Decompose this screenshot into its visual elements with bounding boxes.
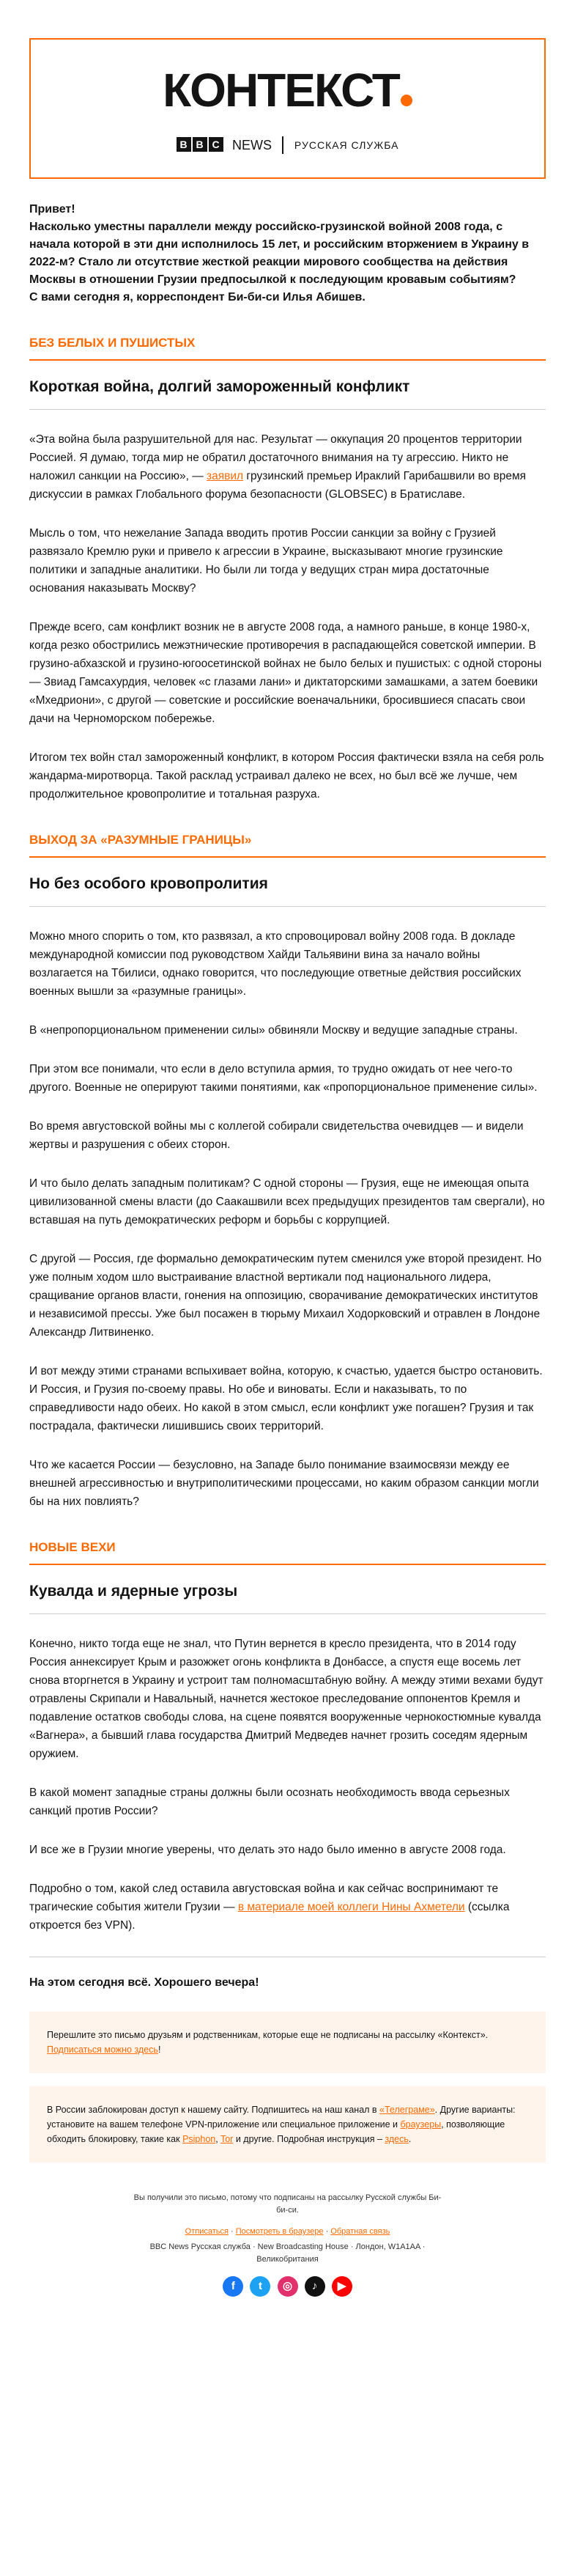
section-subtitle-3: Кувалда и ядерные угрозы (29, 1583, 238, 1600)
youtube-icon[interactable]: ▶ (332, 2276, 352, 2297)
newsletter-header (29, 38, 546, 179)
intro (29, 201, 546, 306)
facebook-icon[interactable]: f (223, 2276, 243, 2297)
footer-address: BBC News Русская служба · New Broadcasting House · Лондон, W1A1AA · Великобритания (149, 2242, 426, 2264)
paragraph: Прежде всего, сам конфликт возник не в августе 2008 года, а намного раньше, в конце 1980-х, когда резко обострились межэтнические противоречия в распадающейся советской империи. В грузино-абхазской и грузино-югоосетинской войнах не было белых и пушистых: с одной стороны — Звиад Гамсахурдия, человек «с глазами лани» и диктаторскими замашками, а затем боевики «Мхедриони», с другой — советские и российские военачальники, бросившиеся спасать свои дачи на Черноморском побережье. (29, 621, 542, 725)
service-label: РУССКАЯ СЛУЖБА (294, 139, 399, 151)
footer-links: Отписаться · Посмотреть в браузере · Обратная связь (185, 2227, 390, 2236)
twitter-icon[interactable]: t (250, 2276, 270, 2297)
paragraph: При этом все понимали, что если в дело вступила армия, то трудно ожидать от нее чего-то другого. Военные не оперируют такими понятиями, как «пропорциональное применение силы». (29, 1063, 538, 1094)
section-title-1: БЕЗ БЕЛЫХ И ПУШИСТЫХ (29, 336, 196, 350)
view-in-browser-link[interactable]: Посмотреть в браузере (235, 2227, 324, 2236)
logo-text: КОНТЕКСТ (163, 64, 399, 117)
tiktok-icon[interactable]: ♪ (305, 2276, 325, 2297)
paragraph: Во время августовской войны мы с коллегой собирали свидетельства очевидцев — и видели жертвы и разрушения с обеих сторон. (29, 1120, 524, 1151)
subscribe-link[interactable]: Подписаться можно здесь (47, 2045, 158, 2055)
paragraph: С другой — Россия, где формально демократическим путем сменился уже второй президент. Но уже полным ходом шло выстраивание властной вертикали под национального лидера, сращивание органов власти, гонения на оппозицию, сворачивание демократических институтов и независимой прессы. Уже был посажен в тюрьму Михаил Ходорковский и отравлен в Лондоне Александр Литвиненко. (29, 1253, 542, 1339)
paragraph: И что было делать западным политикам? С одной стороны — Грузия, еще не имеющая опыта цивилизованной смены власти (до Саакашвили всех предыдущих президентов там свергали), но вставшая на путь демократических реформ и борьбы с коррупцией. (29, 1177, 545, 1226)
unsubscribe-link[interactable]: Отписаться (185, 2227, 229, 2236)
bbc-letter-b1: B (177, 137, 191, 152)
closing-line: На этом сегодня всё. Хорошего вечера! (29, 1976, 259, 1989)
tor-link[interactable]: Tor (220, 2134, 234, 2144)
lead-paragraph: Насколько уместны параллели между российско-грузинской войной 2008 года, с начала которой в эти дни исполнилось 15 лет, и российским вторжением в Украину в 2022-м? Стало ли отсутствие жесткой реакции мирового сообщества на действия Москвы в отношении Грузии предпосылкой к последующим кровавым событиям? (29, 221, 530, 286)
section-title-2: ВЫХОД ЗА «РАЗУМНЫЕ ГРАНИЦЫ» (29, 833, 252, 847)
paragraph: В какой момент западные страны должны были осознать необходимость ввода серьезных санкций против России? (29, 1786, 510, 1817)
greeting: Привет! (29, 203, 75, 216)
section-divider (29, 359, 546, 361)
zayavil-link[interactable]: заявил (207, 470, 244, 482)
section-title-3: НОВЫЕ ВЕХИ (29, 1540, 116, 1554)
kontekst-logo (31, 63, 544, 117)
instagram-icon[interactable]: ◎ (278, 2276, 298, 2297)
footer-reason: Вы получили это письмо, потому что подписаны на рассылку Русской службы Би-би-си. (133, 2193, 442, 2215)
paragraph: Мысль о том, что нежелание Запада вводить против России санкции за войну с Грузией развязало Кремлю руки и привело к агрессии в Украине, высказывают многие грузинские политики и западные аналитики. Но были ли тогда у ведущих стран мира достаточные основания наказывать Москву? (29, 527, 503, 595)
byline: С вами сегодня я, корреспондент Би-би-си Илья Абишев. (29, 291, 366, 303)
psiphon-link[interactable]: Psiphon (182, 2134, 216, 2144)
paragraph: И все же в Грузии многие уверены, что делать это надо было именно в августе 2008 года. (29, 1844, 506, 1856)
subtitle-divider (29, 409, 546, 410)
subtitle-divider (29, 906, 546, 907)
section-divider (29, 1564, 546, 1565)
bbc-letter-c: C (209, 137, 223, 152)
telegram-link[interactable]: «Телеграме» (379, 2105, 435, 2115)
blocking-info-box: В России заблокирован доступ к нашему сайту. Подпишитесь на наш канал в «Телеграме». Другие варианты: установите на вашем телефоне VPN-приложение или специальное приложение и браузеры, позволяющие обходить блокировку, такие как Psiphon, Tor и другие. Подробная инструкция – здесь. (29, 2086, 546, 2163)
news-label: NEWS (232, 137, 272, 152)
paragraph: Можно много спорить о том, кто развязал, а кто спровоцировал войну 2008 года. В докладе международной комиссии под руководством Хайди Тальявини вина за начало войны возлагается на Тбилиси, однако говорится, что последующие ответные действия российских военных вышли за «разумные границы». (29, 930, 522, 998)
section-subtitle-1: Короткая война, долгий замороженный конфликт (29, 378, 410, 395)
paragraph: Подробно о том, какой след оставила августовская война и как сейчас воспринимают те трагические события жители Грузии — в материале моей коллеги Нины Ахметели (ссылка откроется без VPN). (29, 1883, 510, 1932)
paragraph: Конечно, никто тогда еще не знал, что Путин вернется в кресло президента, что в 2014 году Россия аннексирует Крым и разожжет огонь конфликта в Донбассе, а спустя еще восемь лет снова вторгнется в Украину и устроит там полномасштабную войну. А между этими вехами будут отравлены Скрипали и Навальный, начнется жестокое преследование оппонентов Кремля и подавление остатков свободы слова, на сцене появятся вооруженные чернокостюмные кувалда «Вагнера», а бывший глава государства Дмитрий Медведев начнет грозить соседям ядерным оружием. (29, 1638, 544, 1760)
logo-divider (282, 136, 283, 154)
browsers-link[interactable]: браузеры (400, 2119, 442, 2130)
bbc-letter-b2: B (193, 137, 207, 152)
social-links (29, 2276, 546, 2297)
bbc-news-russian-logo (31, 136, 544, 154)
paragraph: И вот между этими странами вспыхивает война, которую, к счастью, удается быстро остановить. И Россия, и Грузия по-своему правы. Но обе и виноваты. Если и наказывать, то по справедливости надо обеих. Но какой в этом смысл, если конфликт уже погашен? Грузия и так пострадала, фактически лишившись своих территорий. (29, 1365, 543, 1432)
instructions-link[interactable]: здесь (385, 2134, 409, 2144)
paragraph: В «непропорциональном применении силы» обвиняли Москву и ведущие западные страны. (29, 1024, 518, 1037)
paragraph: «Эта война была разрушительной для нас. Результат — оккупация 20 процентов территории Россией. Я думаю, тогда мир не обратил достаточного внимания на ту агрессию. Никто не наложил санкции на Россию», — заявил грузинский премьер Ираклий Гарибашвили во время дискуссии в рамках Глобального форума безопасности (GLOBSEC) в Братиславе. (29, 433, 527, 501)
paragraph: Итогом тех войн стал замороженный конфликт, в котором Россия фактически взяла на себя роль жандарма-миротворца. Такой расклад устраивал далеко не всех, но был всё же лучше, чем продолжительное кровопролитие и тотальная разруха. (29, 751, 544, 801)
article-link[interactable]: в материале моей коллеги Нины Ахметели (237, 1901, 465, 1913)
footer (29, 2192, 546, 2297)
logo-dot (401, 95, 412, 106)
paragraph: Что же касается России — безусловно, на Западе было понимание взаимосвязи между ее внешней агрессивностью и внутриполитическими процессами, но каким образом санкции могли бы на них повлиять? (29, 1459, 539, 1508)
section-divider (29, 856, 546, 858)
feedback-link[interactable]: Обратная связь (330, 2227, 390, 2236)
subtitle-divider (29, 1613, 546, 1614)
section-subtitle-2: Но без особого кровопролития (29, 875, 268, 892)
forward-box: Перешлите это письмо друзьям и родственникам, которые еще не подписаны на рассылку «Контекст». Подписаться можно здесь! (29, 2012, 546, 2073)
